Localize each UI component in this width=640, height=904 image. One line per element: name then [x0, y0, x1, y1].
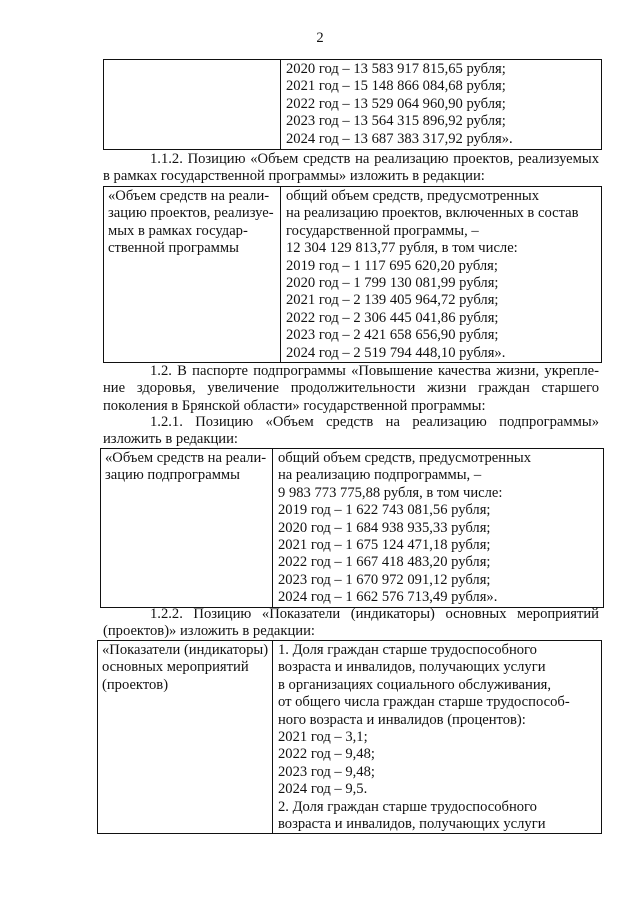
text-line: государственной программы, –: [286, 222, 479, 239]
table2-value-cell: [281, 187, 602, 363]
text-line: 2020 год – 13 583 917 815,65 рубля;: [286, 61, 506, 77]
paragraph-1-1-2: [103, 151, 599, 186]
text-line: 2020 год – 1 684 938 935,33 рубля;: [278, 519, 491, 536]
text-line: зацию проектов, реализуе-: [108, 205, 274, 222]
text-line: 1.2.2. Позицию «Показатели (индикаторы) основных мероприятий: [150, 606, 599, 622]
funding-table-continuation: [103, 59, 602, 150]
text-line: возраста и инвалидов, получающих услуги: [278, 816, 546, 833]
text-line: 2021 год – 15 148 866 084,68 рубля;: [286, 78, 506, 95]
text-line: 2022 год – 2 306 445 041,86 рубля;: [286, 309, 499, 326]
text-line: возраста и инвалидов, получающих услуги: [278, 659, 546, 676]
text-line: от общего числа граждан старше трудоспособ-: [278, 694, 570, 711]
text-line: мых в рамках государ-: [108, 222, 248, 239]
text-line: 2024 год – 2 519 794 448,10 рубля».: [286, 344, 506, 361]
paragraph-1-2-1: [103, 414, 599, 449]
subprogram-funding-table: [100, 448, 604, 608]
text-line: «Объем средств на реали-: [105, 450, 267, 466]
text-line: 1.2.1. Позицию «Объем средств на реализацию подпрограммы»: [150, 414, 599, 430]
text-line: 1. Доля граждан старше трудоспособного: [278, 642, 537, 658]
text-line: в рамках государственной программы» изложить в редакции:: [103, 168, 485, 185]
table1-value-cell: [281, 60, 602, 150]
text-line: поколения в Брянской области» государственной программы:: [103, 397, 486, 414]
text-line: 2023 год – 2 421 658 656,90 рубля;: [286, 327, 499, 344]
text-line: 9 983 773 775,88 рубля, в том числе:: [278, 484, 503, 501]
text-line: ного возраста и инвалидов (процентов):: [278, 711, 526, 728]
text-line: 2021 год – 2 139 405 964,72 рубля;: [286, 292, 499, 309]
text-line: 2022 год – 9,48;: [278, 746, 375, 763]
table1-label-cell: [104, 60, 281, 150]
text-line: 12 304 129 813,77 рубля, в том числе:: [286, 240, 518, 257]
text-line: изложить в редакции:: [103, 431, 238, 448]
text-line: 2023 год – 1 670 972 091,12 рубля;: [278, 571, 491, 588]
text-line: (проектов): [102, 676, 169, 693]
text-line: 1.1.2. Позицию «Объем средств на реализацию проектов, реализуемых: [150, 151, 599, 167]
paragraph-1-2: [103, 363, 599, 415]
table3-value-cell: [273, 449, 604, 608]
table4-label-cell: [98, 641, 273, 834]
text-line: 2024 год – 13 687 383 317,92 рубля».: [286, 130, 513, 147]
text-line: 2019 год – 1 117 695 620,20 рубля;: [286, 257, 498, 274]
indicators-table: [97, 640, 602, 834]
text-line: общий объем средств, предусмотренных: [286, 188, 540, 204]
text-line: на реализацию проектов, включенных в состав: [286, 205, 579, 222]
text-line: 2019 год – 1 622 743 081,56 рубля;: [278, 502, 491, 519]
text-line: ние здоровья, увеличение продолжительности жизни граждан старшего: [103, 380, 599, 397]
text-line: ственной программы: [108, 240, 239, 257]
text-line: 2. Доля граждан старше трудоспособного: [278, 798, 537, 815]
text-line: 2021 год – 1 675 124 471,18 рубля;: [278, 537, 491, 554]
text-line: общий объем средств, предусмотренных: [278, 450, 532, 466]
table4-value-cell: [273, 641, 602, 834]
text-line: 2021 год – 3,1;: [278, 729, 368, 746]
text-line: (проектов)» изложить в редакции:: [103, 623, 315, 640]
text-line: 2022 год – 1 667 418 483,20 рубля;: [278, 554, 491, 571]
paragraph-1-2-2: [103, 606, 599, 641]
text-line: зацию подпрограммы: [105, 467, 240, 484]
table2-label-cell: [104, 187, 281, 363]
text-line: 2024 год – 9,5.: [278, 781, 368, 798]
page-number: 2: [316, 30, 324, 46]
projects-funding-table: [103, 186, 602, 363]
text-line: «Объем средств на реали-: [108, 188, 270, 204]
text-line: 2023 год – 9,48;: [278, 763, 375, 780]
text-line: «Показатели (индикаторы): [102, 642, 269, 658]
text-line: 1.2. В паспорте подпрограммы «Повышение качества жизни, укрепле-: [150, 363, 599, 379]
text-line: 2022 год – 13 529 064 960,90 рубля;: [286, 95, 506, 112]
text-line: на реализацию подпрограммы, –: [278, 467, 482, 484]
text-line: 2020 год – 1 799 130 081,99 рубля;: [286, 275, 499, 292]
table3-label-cell: [101, 449, 273, 608]
text-line: 2024 год – 1 662 576 713,49 рубля».: [278, 589, 498, 606]
text-line: основных мероприятий: [102, 659, 249, 676]
text-line: в организациях социального обслуживания,: [278, 676, 551, 693]
text-line: 2023 год – 13 564 315 896,92 рубля;: [286, 113, 506, 130]
